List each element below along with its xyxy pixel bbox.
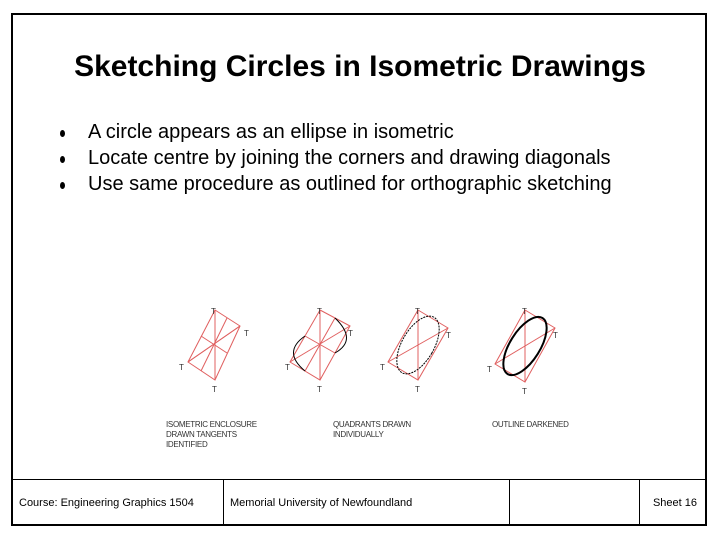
tangent-label: T	[317, 307, 322, 316]
footer-university	[224, 479, 510, 526]
bullet-text: Locate centre by joining the corners and drawing diagonals	[88, 147, 611, 169]
caption-line: INDIVIDUALLY	[333, 430, 384, 439]
tangent-label: T	[415, 385, 420, 394]
tangent-label: T	[212, 385, 217, 394]
caption-outline	[492, 420, 569, 430]
caption-line: IDENTIFIED	[166, 440, 208, 449]
bullet-icon	[60, 156, 65, 163]
tangent-label: T	[415, 307, 420, 316]
footer-blank-cell	[510, 479, 640, 526]
bullet-text: A circle appears as an ellipse in isometric	[88, 121, 454, 143]
caption-line: DRAWN TANGENTS	[166, 430, 237, 439]
footer	[11, 479, 707, 526]
tangent-label: T	[285, 363, 290, 372]
footer-sheet	[640, 479, 707, 526]
caption-line: OUTLINE DARKENED	[492, 420, 569, 429]
panel-quadrants	[290, 310, 350, 380]
caption-quadrants	[333, 420, 411, 440]
caption-enclosure	[166, 420, 257, 450]
tangent-label: T	[487, 365, 492, 374]
caption-line: QUADRANTS DRAWN	[333, 420, 411, 429]
bullet-item	[60, 146, 620, 170]
tangent-label: T	[348, 329, 353, 338]
footer-sheet-text: Sheet 16	[652, 497, 697, 509]
bullet-list	[60, 120, 620, 198]
tangent-label: T	[380, 363, 385, 372]
caption-line: ISOMETRIC ENCLOSURE	[166, 420, 257, 429]
bullet-item	[60, 120, 620, 144]
footer-course-text: Course: Engineering Graphics 1504	[19, 497, 194, 509]
bullet-icon	[60, 182, 65, 189]
isometric-circle-figure	[160, 300, 590, 460]
bullet-icon	[60, 130, 65, 137]
slide-title: Sketching Circles in Isometric Drawings	[74, 50, 646, 83]
tangent-label: T	[317, 385, 322, 394]
footer-course	[11, 479, 224, 526]
isometric-steps-diagram	[160, 300, 590, 420]
panel-enclosure	[188, 310, 240, 380]
bullet-item	[60, 172, 620, 196]
tangent-label: T	[244, 329, 249, 338]
footer-university-text: Memorial University of Newfoundland	[230, 497, 413, 509]
tangent-label: T	[446, 331, 451, 340]
bullet-text: Use same procedure as outlined for orthographic sketching	[88, 173, 612, 195]
tangent-label: T	[522, 307, 527, 316]
tangent-label: T	[522, 387, 527, 396]
tangent-label: T	[211, 307, 216, 316]
tangent-label: T	[179, 363, 184, 372]
tangent-label: T	[553, 331, 558, 340]
